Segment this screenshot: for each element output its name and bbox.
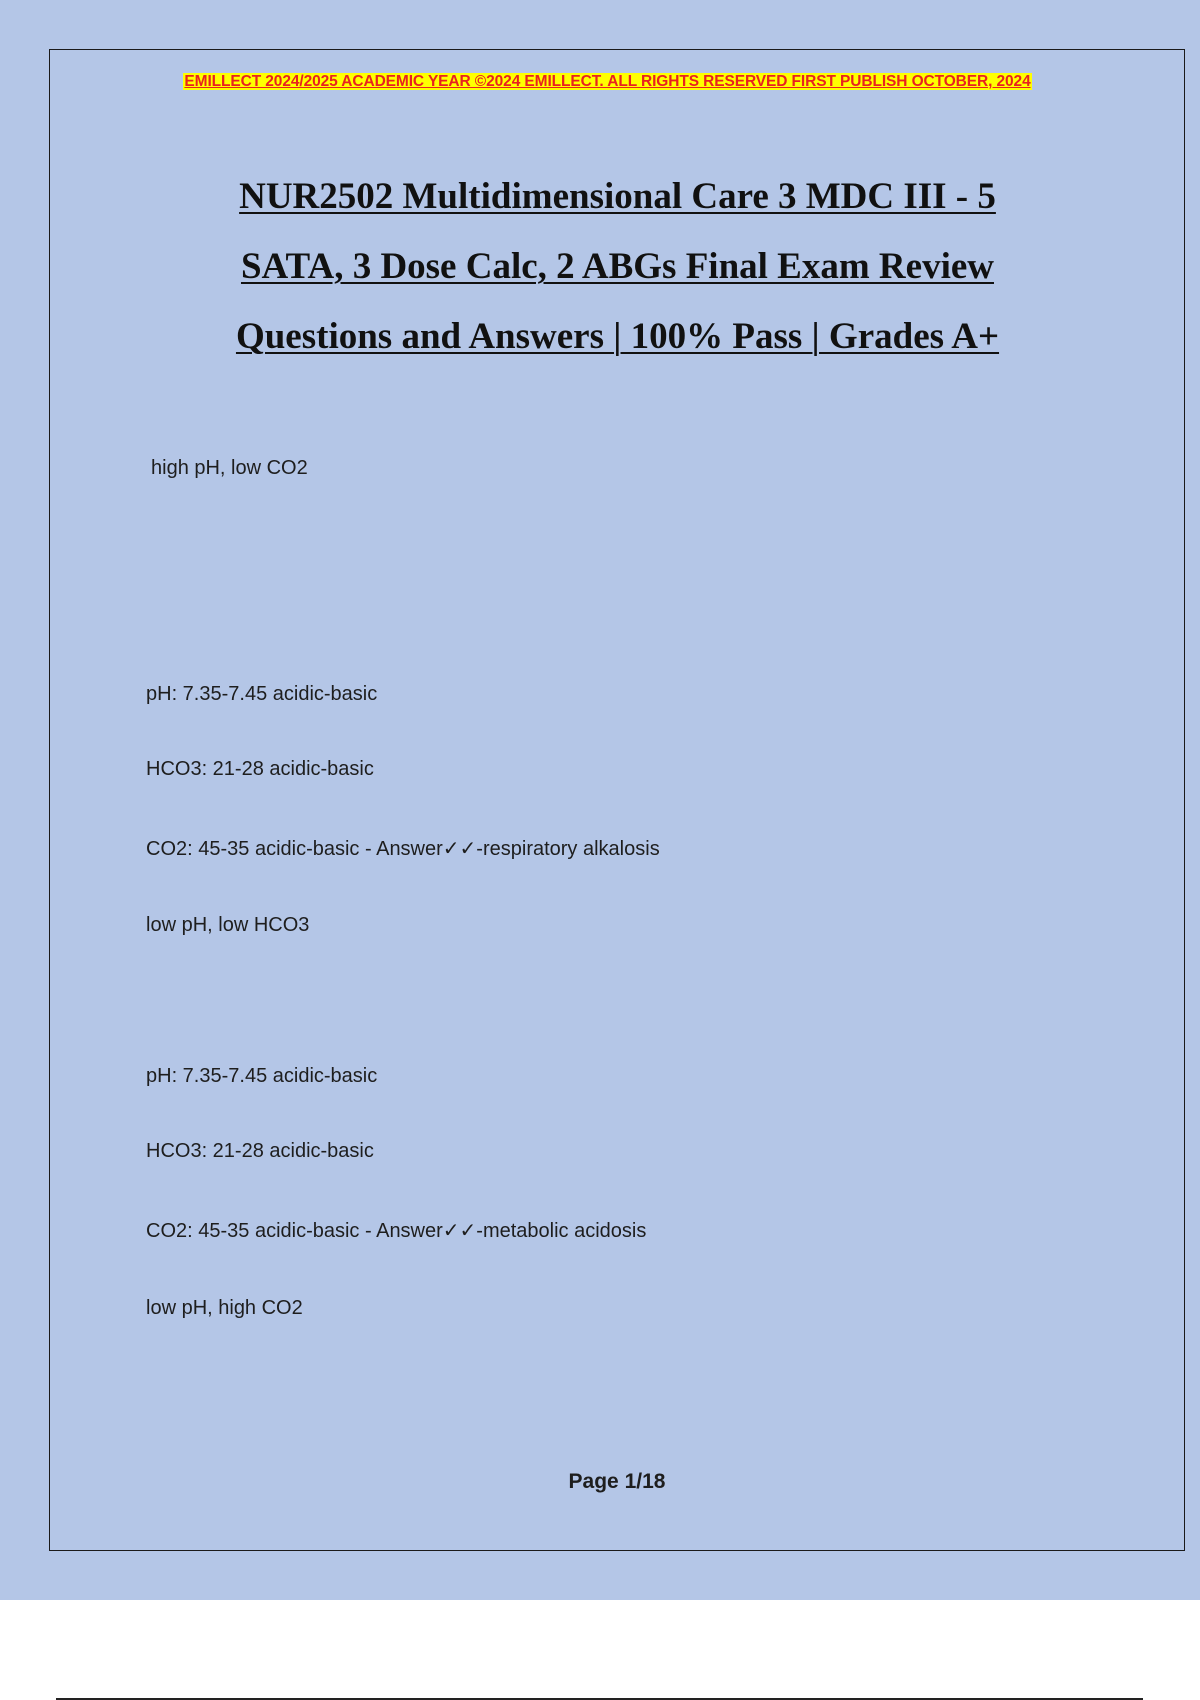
copyright-banner [145, 73, 1070, 97]
question-2-prompt: low pH, low HCO3 [146, 914, 310, 936]
copyright-banner-text: EMILLECT 2024/2025 ACADEMIC YEAR ©2024 EMILLECT. ALL RIGHTS RESERVED FIRST PUBLISH OCTOBER, 2024 [184, 73, 1031, 90]
question-1-prompt: high pH, low CO2 [151, 457, 308, 479]
question-1-answer: CO2: 45-35 acidic-basic - Answer✓✓-respiratory alkalosis [146, 838, 660, 860]
question-1-ph-range: pH: 7.35-7.45 acidic-basic [146, 683, 378, 705]
title-line-2: SATA, 3 Dose Calc, 2 ABGs Final Exam Review [240, 246, 994, 287]
title-line-3: Questions and Answers | 100% Pass | Grades A+ [235, 316, 1000, 357]
question-3-prompt: low pH, high CO2 [146, 1297, 303, 1319]
question-1-hco3-range: HCO3: 21-28 acidic-basic [146, 758, 374, 780]
document-title [130, 162, 1105, 372]
page-number: Page 1/18 [568, 1470, 666, 1493]
question-2-answer: CO2: 45-35 acidic-basic - Answer✓✓-metabolic acidosis [146, 1220, 647, 1242]
question-2-hco3-range: HCO3: 21-28 acidic-basic [146, 1140, 374, 1162]
question-2-ph-range: pH: 7.35-7.45 acidic-basic [146, 1065, 378, 1087]
title-line-1: NUR2502 Multidimensional Care 3 MDC III - 5 [239, 176, 996, 217]
